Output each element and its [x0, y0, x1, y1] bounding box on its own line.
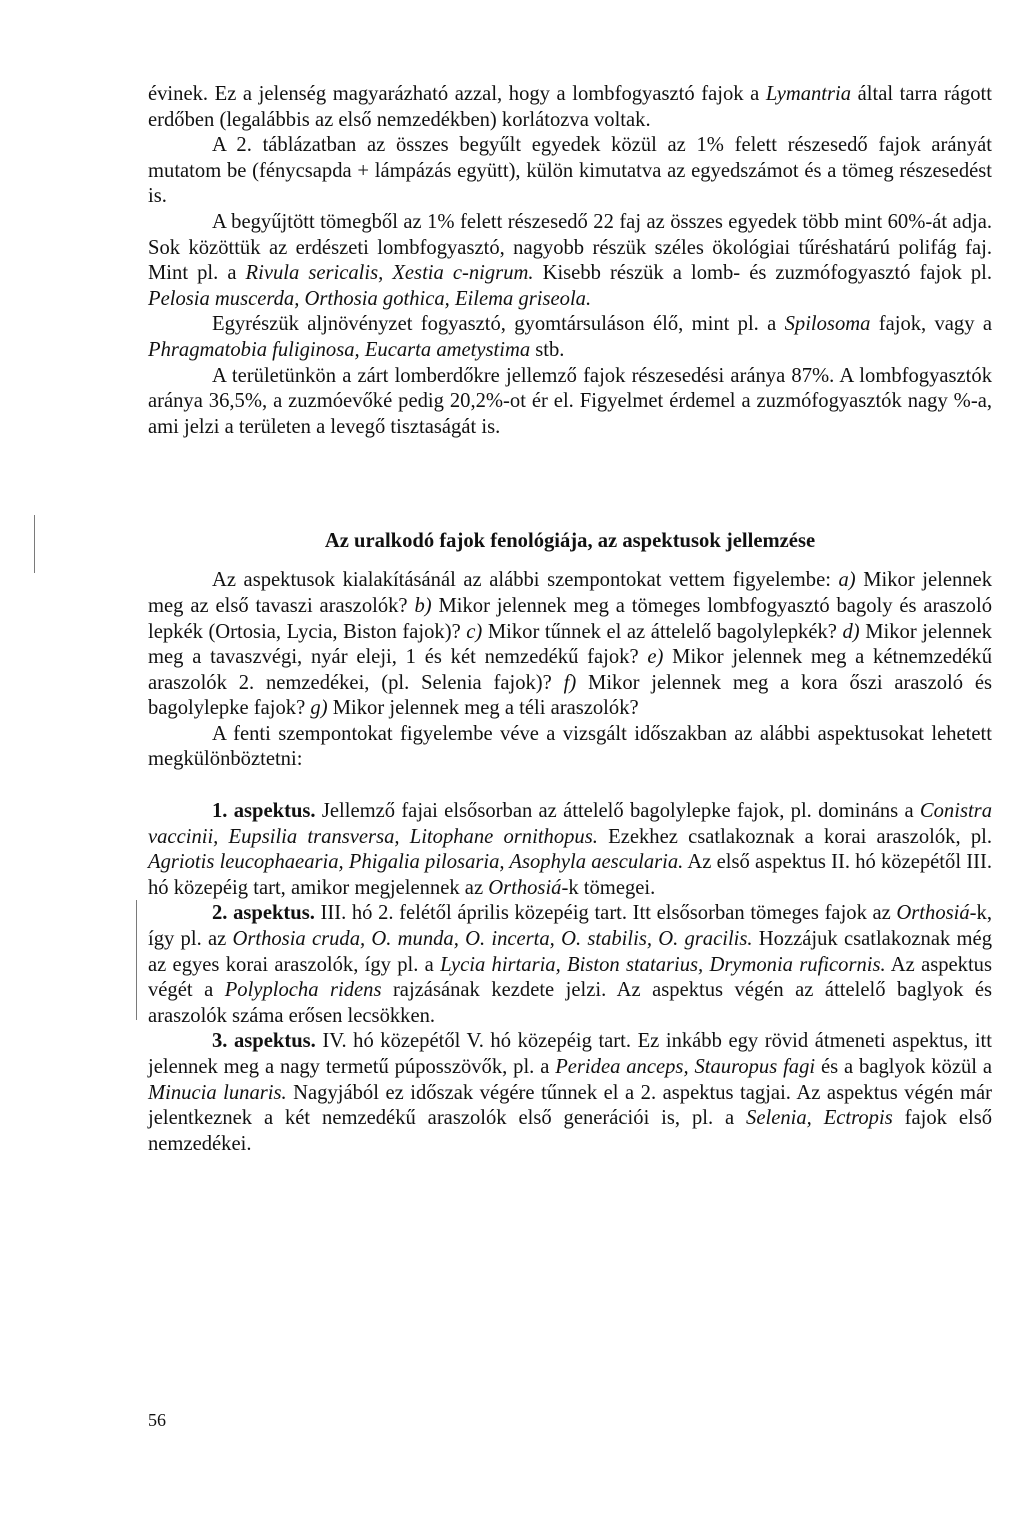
italic-term: Selenia, Ectropis [746, 1107, 893, 1130]
paragraph-aspect-3 [148, 1029, 992, 1157]
text-run: Az aspektus végét a [148, 953, 992, 1002]
text-run: A fenti szempontokat figyelembe véve a vizsgált időszakban az alábbi aspektusokat lehetett megkülönböztetni: [148, 722, 992, 771]
italic-term: Peridea anceps, Stauropus fagi [555, 1056, 816, 1078]
italic-term: Orthosia cruda, O. munda, O. incerta, O. stabilis, O. gracilis. [232, 928, 753, 951]
text-run: A 2. táblázatban az összes begyűlt egyedek közül az 1% felett részesedő fajok arányát mutatom be (fénycsapda + lámpázás együtt), külön kimutatva az egyedszámot és a tömeg részesedést is. [148, 134, 992, 208]
text-run: -k, így pl. az [148, 902, 992, 951]
section-title: Az uralkodó fajok fenológiája, az aspektusok jellemzése [324, 530, 816, 553]
paragraph-aspect-intro [148, 722, 992, 773]
paragraph-intro-continuation [148, 82, 992, 133]
paragraph-mass-share [148, 210, 992, 312]
paragraph-aspect-2 [148, 901, 992, 1029]
italic-term: d) [842, 620, 860, 643]
scan-margin-line [34, 515, 35, 573]
italic-term: b) [414, 594, 432, 617]
text-run: Mikor jelennek meg az első tavaszi araszolók? [148, 569, 992, 617]
italic-term: e) [647, 646, 664, 669]
text-run: Mikor jelennek meg a kora őszi araszoló és bagolylepke fajok? [148, 671, 992, 720]
text-run: Az aspektusok kialakításánál az alábbi szempontokat vettem figyelembe: [212, 569, 839, 592]
aspect-label: 2. aspektus. [212, 902, 315, 925]
italic-term: Polyplocha ridens [224, 979, 382, 1002]
italic-term: Orthosiá [488, 876, 562, 899]
text-run: Mikor jelennek meg a téli araszolók? [327, 697, 639, 720]
text-run: Mikor tűnnek el az áttelelő bagolylepkék? [482, 620, 843, 643]
text-run: III. hó 2. felétől április közepéig tart. Itt elsősorban tömeges fajok az [314, 902, 897, 925]
text-run: -k tömegei. [561, 876, 656, 899]
text-run: Mikor jelennek meg a tavaszvégi, nyár eleji, 1 és két nemzedékű fajok? [148, 620, 992, 669]
page-body [148, 82, 992, 1157]
paragraph-aspect-1 [148, 799, 992, 901]
aspect-label: 1. aspektus. [212, 800, 316, 823]
paragraph-table-reference [148, 133, 992, 210]
paragraph-proportions [148, 364, 992, 441]
text-run: A területünkön a zárt lomberdőkre jellemző fajok részesedési aránya 87%. A lombfogyasztók aránya 36,5%, a zuzmóevőké pedig 20,2%-ot ér el. Figyelmet érdemel a zuzmófogyasztók nagy %-a, ami jelzi a területen a levegő tisztaságát is. [148, 364, 992, 438]
text-run: stb. [530, 338, 565, 361]
paragraph-undergrowth-feeders [148, 312, 992, 363]
text-run: által tarra rágott erdőben (legalábbis az első nemzedékben) korlátozva voltak. [148, 83, 992, 131]
italic-term: f) [563, 671, 577, 694]
italic-term: Conistra vaccinii, Eupsilia transversa, Litophane ornithopus. [148, 800, 992, 848]
italic-term: Lymantria [765, 83, 852, 105]
text-run: és a baglyok közül a [815, 1056, 993, 1078]
scan-margin-line [136, 900, 137, 1020]
page-number: 56 [148, 1410, 166, 1430]
text-run: A begyűjtött tömegből az 1% felett részesedő 22 faj az összes egyedek több mint 60%-át adja. Sok közöttük az erdészeti lombfogyasztó, nagyobb részük széles ökológiai tűréshatárú polifág faj. Mint pl. a [148, 210, 992, 285]
italic-term: Pelosia muscerda, Orthosia gothica, Eilema griseola. [148, 287, 592, 310]
text-run: Az első aspektus II. hó közepétől III. hó közepéig tart, amikor megjelennek az [148, 851, 992, 899]
italic-term: c) [466, 620, 483, 643]
text-run: IV. hó közepétől V. hó közepéig tart. Ez inkább egy rövid átmeneti aspektus, itt jelennek meg a nagy termetű púposszövők, pl. a [148, 1030, 992, 1078]
text-run: Ezekhez csatlakoznak a korai araszolók, pl. [597, 825, 993, 848]
text-run: Kisebb részük a lomb- és zuzmófogyasztó fajok pl. [533, 262, 992, 285]
italic-term: a) [838, 569, 856, 592]
paragraph-aspect-criteria [148, 568, 992, 722]
italic-term: g) [310, 697, 328, 720]
italic-term: Lycia hirtaria, Biston statarius, Drymonia ruficornis. [440, 953, 886, 976]
italic-term: Minucia lunaris. [148, 1081, 287, 1104]
italic-term: Agriotis leucophaearia, Phigalia pilosaria, Asophyla aescularia. [148, 851, 684, 874]
text-run: Jellemző fajai elsősorban az áttelelő bagolylepke fajok, pl. domináns a [315, 800, 920, 823]
italic-term: Rivula sericalis, Xestia c-nigrum. [245, 262, 534, 285]
text-run: évinek. Ez a jelenség magyarázható azzal, hogy a lombfogyasztó fajok a [148, 83, 766, 105]
text-run: fajok, vagy a [870, 313, 992, 336]
italic-term: Phragmatobia fuliginosa, Eucarta ametystima [148, 338, 531, 361]
text-run: Mikor jelennek meg a kétnemzedékű araszolók 2. nemzedékei, (pl. Selenia fajok)? [148, 646, 992, 694]
text-run: Mikor jelennek meg a tömeges lombfogyasztó bagoly és araszoló lepkék (Ortosia, Lycia, Biston fajok)? [148, 594, 993, 643]
aspect-label: 3. aspektus. [212, 1030, 316, 1053]
spacer [148, 773, 992, 799]
text-run: Egyrészük aljnövényzet fogyasztó, gyomtársuláson élő, mint pl. a [212, 313, 785, 336]
italic-term: Orthosiá [896, 902, 970, 925]
text-run: Nagyjából ez időszak végére tűnnek el a 2. aspektus tagjai. Az aspektus végén már jelentkeznek a két nemzedékű araszolók első generációi is, pl. a [148, 1081, 992, 1130]
text-run: Hozzájuk csatlakoznak még az egyes korai araszolók, így pl. a [148, 928, 992, 976]
italic-term: Spilosoma [784, 313, 871, 336]
text-run: rajzásának kezdete jelzi. Az aspektus végén az áttelelő baglyok és araszolók száma erősen lecsökken. [148, 979, 993, 1027]
text-run: fajok első nemzedékei. [148, 1107, 992, 1155]
